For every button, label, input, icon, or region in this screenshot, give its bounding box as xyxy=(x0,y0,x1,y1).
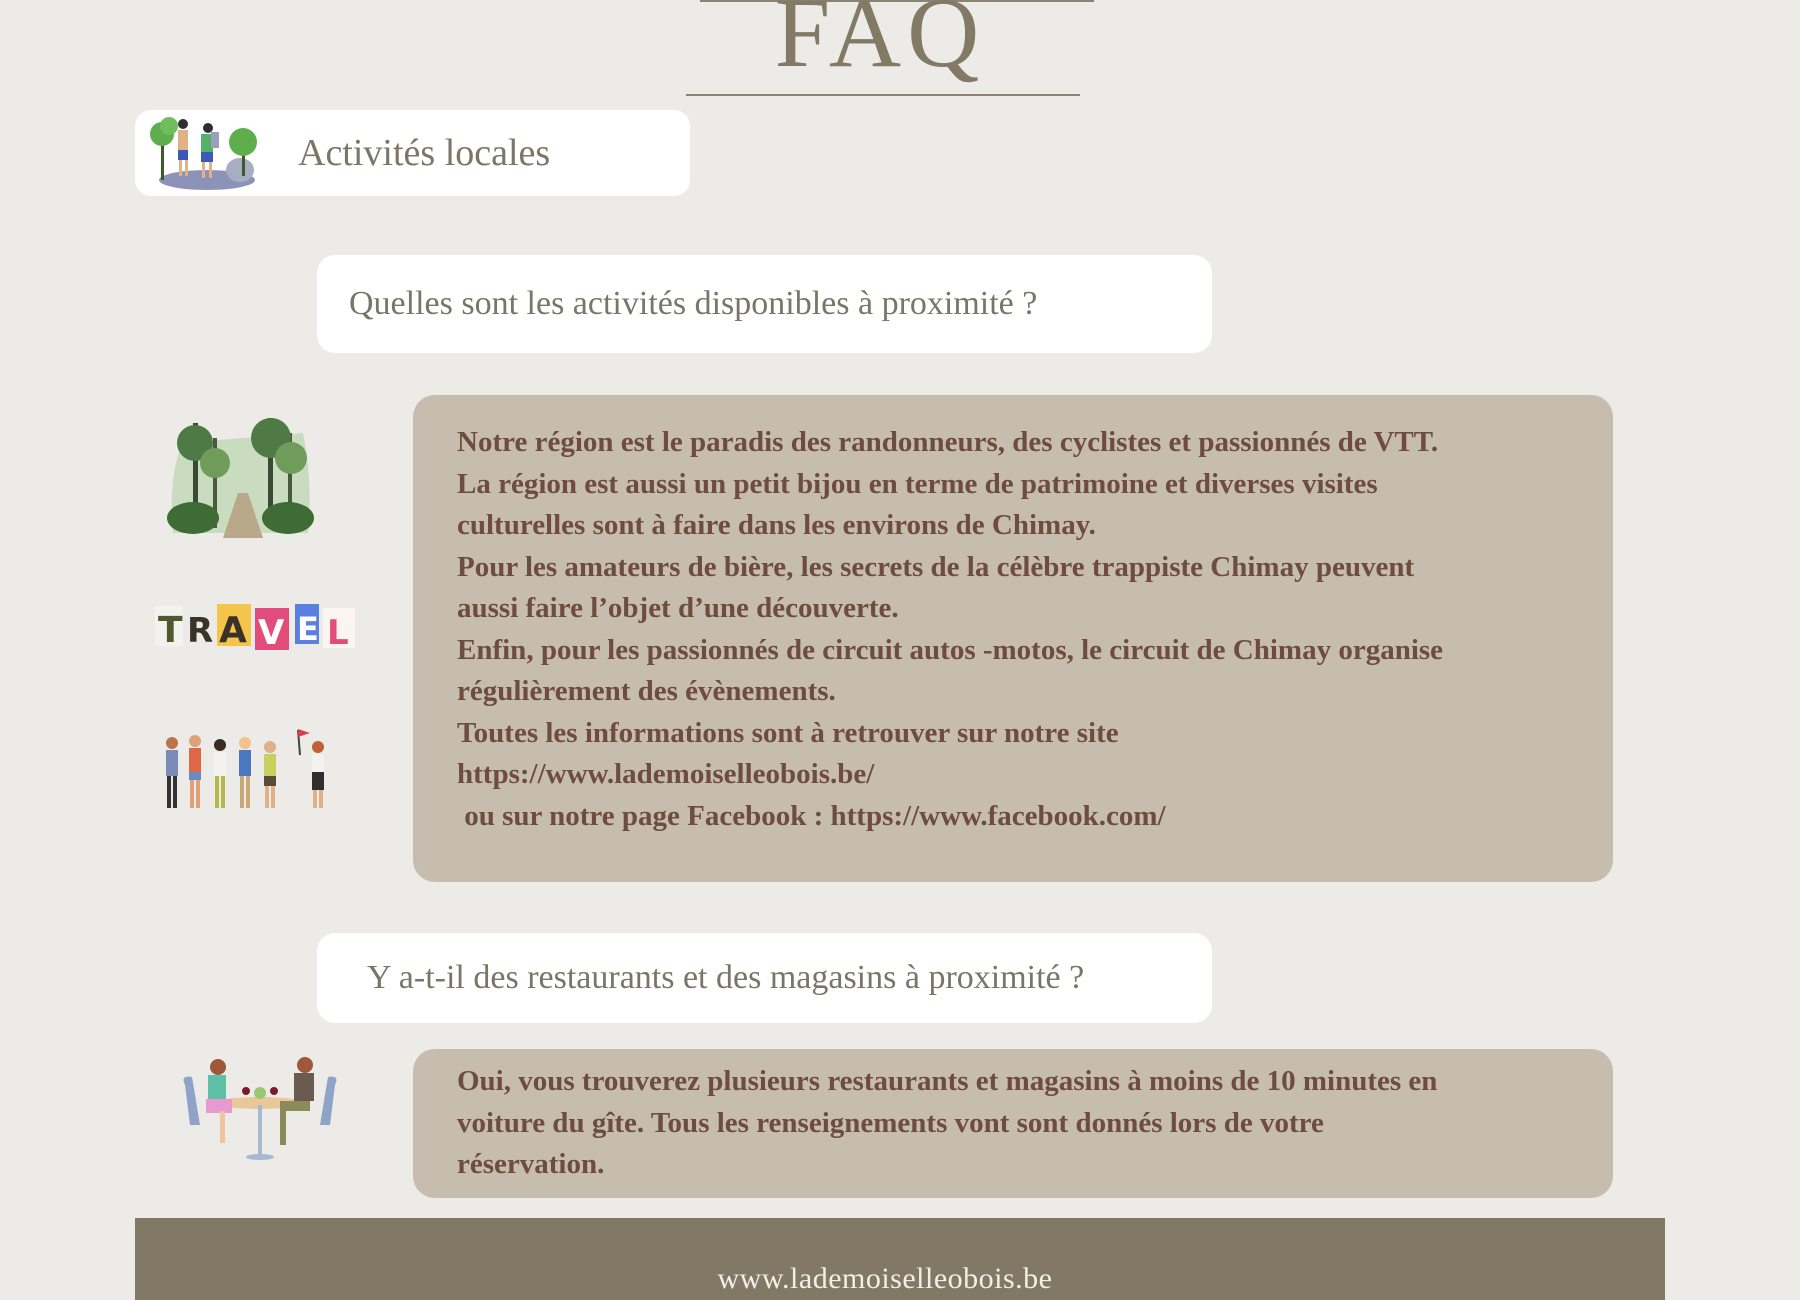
answer-line: aussi faire l’objet d’une découverte. xyxy=(457,592,899,624)
header-divider-bottom xyxy=(686,94,1080,96)
faq-answer-activities xyxy=(413,395,1613,882)
answer-line: Notre région est le paradis des randonneurs, des cyclistes et passionnés de VTT. xyxy=(457,426,1439,458)
svg-text:L: L xyxy=(327,613,349,652)
category-label: Activités locales xyxy=(298,132,551,174)
faq-question-restaurants xyxy=(317,933,1212,1023)
category-header xyxy=(135,110,690,196)
answer-line: culturelles sont à faire dans les environs de Chimay. xyxy=(457,509,1096,541)
footer xyxy=(135,1218,1665,1300)
tour-group-icon xyxy=(160,725,355,815)
question-text: Quelles sont les activités disponibles à proximité ? xyxy=(349,285,1038,322)
hikers-icon xyxy=(145,110,265,196)
answer-line: Toutes les informations sont à retrouver sur notre site xyxy=(457,716,1119,749)
forest-icon xyxy=(163,413,318,543)
dinner-couple-icon xyxy=(180,1055,340,1165)
answer-line: Pour les amateurs de bière, les secrets de la célèbre trappiste Chimay peuvent xyxy=(457,550,1415,583)
facebook-link-line[interactable]: ou sur notre page Facebook : https://www.facebook.com/ xyxy=(457,799,1166,832)
answer-line: réservation. xyxy=(457,1148,605,1180)
answer-line: Oui, vous trouverez plusieurs restaurants et magasins à moins de 10 minutes en xyxy=(457,1065,1438,1097)
faq-answer-restaurants xyxy=(413,1049,1613,1198)
faq-question-activities xyxy=(317,255,1212,353)
svg-text:E: E xyxy=(297,610,319,648)
svg-text:V: V xyxy=(258,613,285,652)
svg-text:R: R xyxy=(187,611,214,651)
answer-line: régulièrement des évènements. xyxy=(457,675,836,707)
question-text: Y a-t-il des restaurants et des magasins à proximité ? xyxy=(367,959,1085,996)
svg-text:T: T xyxy=(158,610,183,651)
footer-website-link[interactable]: www.lademoiselleobois.be xyxy=(717,1262,1053,1295)
answer-line: Enfin, pour les passionnés de circuit autos -motos, le circuit de Chimay organise xyxy=(457,633,1444,666)
svg-text:A: A xyxy=(219,610,247,651)
travel-letters-icon xyxy=(155,600,365,652)
answer-line: voiture du gîte. Tous les renseignements vont sont donnés lors de votre xyxy=(457,1106,1324,1139)
answer-line: La région est aussi un petit bijou en terme de patrimoine et diverses visites xyxy=(457,467,1378,500)
website-link[interactable]: https://www.lademoiselleobois.be/ xyxy=(457,758,875,790)
page-title: FAQ xyxy=(774,0,986,88)
